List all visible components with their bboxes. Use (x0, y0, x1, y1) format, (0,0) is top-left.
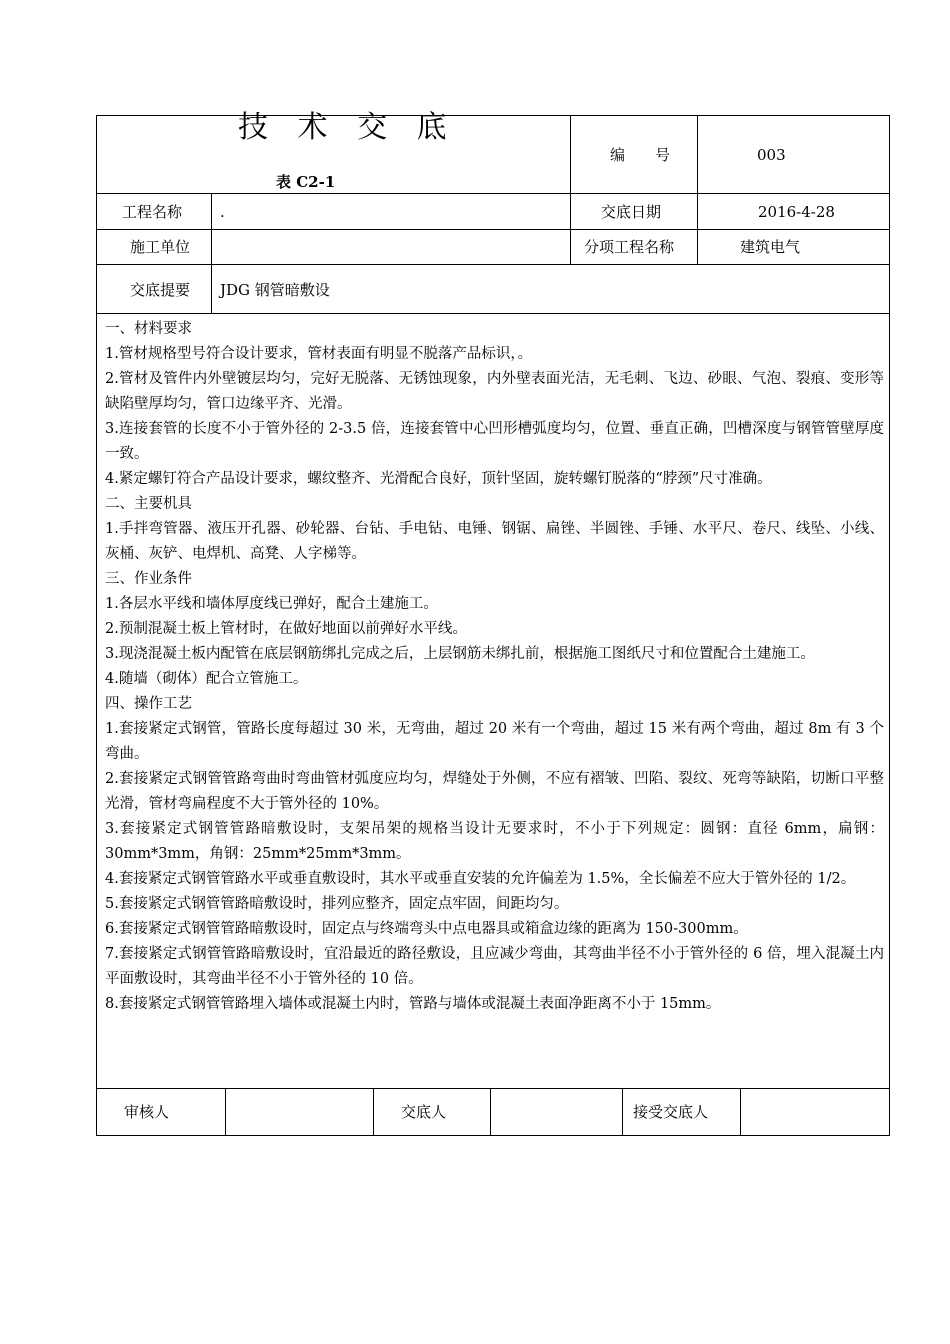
subproject-label: 分项工程名称 (584, 238, 675, 256)
content-line: 三、作业条件 (105, 571, 192, 587)
number-value: 003 (757, 146, 786, 164)
content-line: 1.各层水平线和墙体厚度线已弹好，配合土建施工。 (105, 596, 438, 612)
content-line: 6.套接紧定式钢管管路暗敷设时，固定点与终端弯头中点电器具或箱盒边缘的距离为 150-300mm。 (105, 921, 748, 937)
summary-label: 交底提要 (130, 281, 191, 299)
col-divider (697, 115, 698, 264)
form-number-text: 表 C2-1 (276, 173, 336, 191)
content-line: 4.随墙（砌体）配合立管施工。 (105, 671, 308, 687)
col-divider (740, 1088, 741, 1135)
receiver-label: 接受交底人 (633, 1103, 709, 1121)
project-name-value: . (220, 203, 225, 221)
date-label: 交底日期 (601, 203, 662, 221)
document-title: 技 术 交 底 (238, 110, 457, 145)
col-divider (490, 1088, 491, 1135)
row-divider (96, 193, 890, 194)
row-divider (96, 229, 890, 230)
col-divider (570, 115, 571, 264)
col-divider (622, 1088, 623, 1135)
summary-value: JDG 钢管暗敷设 (220, 281, 330, 299)
col-divider (373, 1088, 374, 1135)
content-line: 8.套接紧定式钢管管路埋入墙体或混凝土内时，管路与墙体或混凝土表面净距离不小于 15mm。 (105, 996, 721, 1012)
content-line: 4.紧定螺钉符合产品设计要求，螺纹整齐、光滑配合良好，顶针坚固，旋转螺钉脱落的“脖颈”尺寸准确。 (105, 471, 772, 487)
col-divider (225, 1088, 226, 1135)
content-line: 四、操作工艺 (105, 696, 192, 712)
project-name-label: 工程名称 (122, 203, 183, 221)
content-line: 3.连接套管的长度不小于管外径的 2-3.5 倍，连接套管中心凹形槽弧度均匀，位置、垂直正确，凹槽深度与钢管管壁厚度一致。 (105, 421, 884, 462)
row-divider (96, 1088, 890, 1089)
content-line: 3.套接紧定式钢管管路暗敷设时，支架吊架的规格当设计无要求时，不小于下列规定：圆钢：直径 6mm，扁钢：30mm*3mm，角钢：25mm*25mm*3mm。 (105, 821, 884, 862)
presenter-label: 交底人 (401, 1103, 447, 1121)
form-number (276, 172, 335, 192)
content-line: 1.手拌弯管器、液压开孔器、砂轮器、台钻、手电钻、电锤、钢锯、扁锉、半圆锉、手锤、水平尺、卷尺、线坠、小线、灰桶、灰铲、电焊机、高凳、人字梯等。 (105, 521, 884, 562)
row-divider (96, 313, 890, 314)
content-line: 4.套接紧定式钢管管路水平或垂直敷设时，其水平或垂直安装的允许偏差为 1.5%，全长偏差不应大于管外径的 1/2。 (105, 871, 856, 887)
date-value: 2016-4-28 (758, 203, 835, 221)
content-line: 7.套接紧定式钢管管路暗敷设时，宜沿最近的路径敷设，且应减少弯曲，其弯曲半径不小于管外径的 6 倍，埋入混凝土内平面敷设时，其弯曲半径不小于管外径的 10 倍。 (105, 946, 884, 987)
row-divider (96, 264, 890, 265)
content-line: 2.套接紧定式钢管管路弯曲时弯曲管材弧度应均匀，焊缝处于外侧，不应有褶皱、凹陷、裂纹、死弯等缺陷，切断口平整光滑，管材弯扁程度不大于管外径的 10%。 (105, 771, 884, 812)
content-line: 1.套接紧定式钢管，管路长度每超过 30 米，无弯曲，超过 20 米有一个弯曲，超过 15 米有两个弯曲，超过 8m 有 3 个弯曲。 (105, 721, 884, 762)
content-line: 一、材料要求 (105, 321, 192, 337)
col-divider (211, 193, 212, 313)
disclosure-content (105, 317, 884, 1017)
unit-label: 施工单位 (130, 238, 191, 256)
content-line: 二、主要机具 (105, 496, 192, 512)
content-line: 2.管材及管件内外壁镀层均匀，完好无脱落、无锈蚀现象，内外壁表面光洁，无毛刺、飞边、砂眼、气泡、裂痕、变形等缺陷壁厚均匀，管口边缘平齐、光滑。 (105, 371, 884, 412)
number-label: 编 号 (610, 146, 671, 164)
subproject-value: 建筑电气 (740, 238, 801, 256)
content-line: 2.预制混凝土板上管材时，在做好地面以前弹好水平线。 (105, 621, 467, 637)
content-line: 5.套接紧定式钢管管路暗敷设时，排列应整齐，固定点牢固，间距均匀。 (105, 896, 569, 912)
content-line: 3.现浇混凝土板内配管在底层钢筋绑扎完成之后，上层钢筋未绑扎前，根据施工图纸尺寸和位置配合土建施工。 (105, 646, 815, 662)
reviewer-label: 审核人 (124, 1103, 170, 1121)
content-line: 1.管材规格型号符合设计要求，管材表面有明显不脱落产品标识，。 (105, 346, 533, 362)
